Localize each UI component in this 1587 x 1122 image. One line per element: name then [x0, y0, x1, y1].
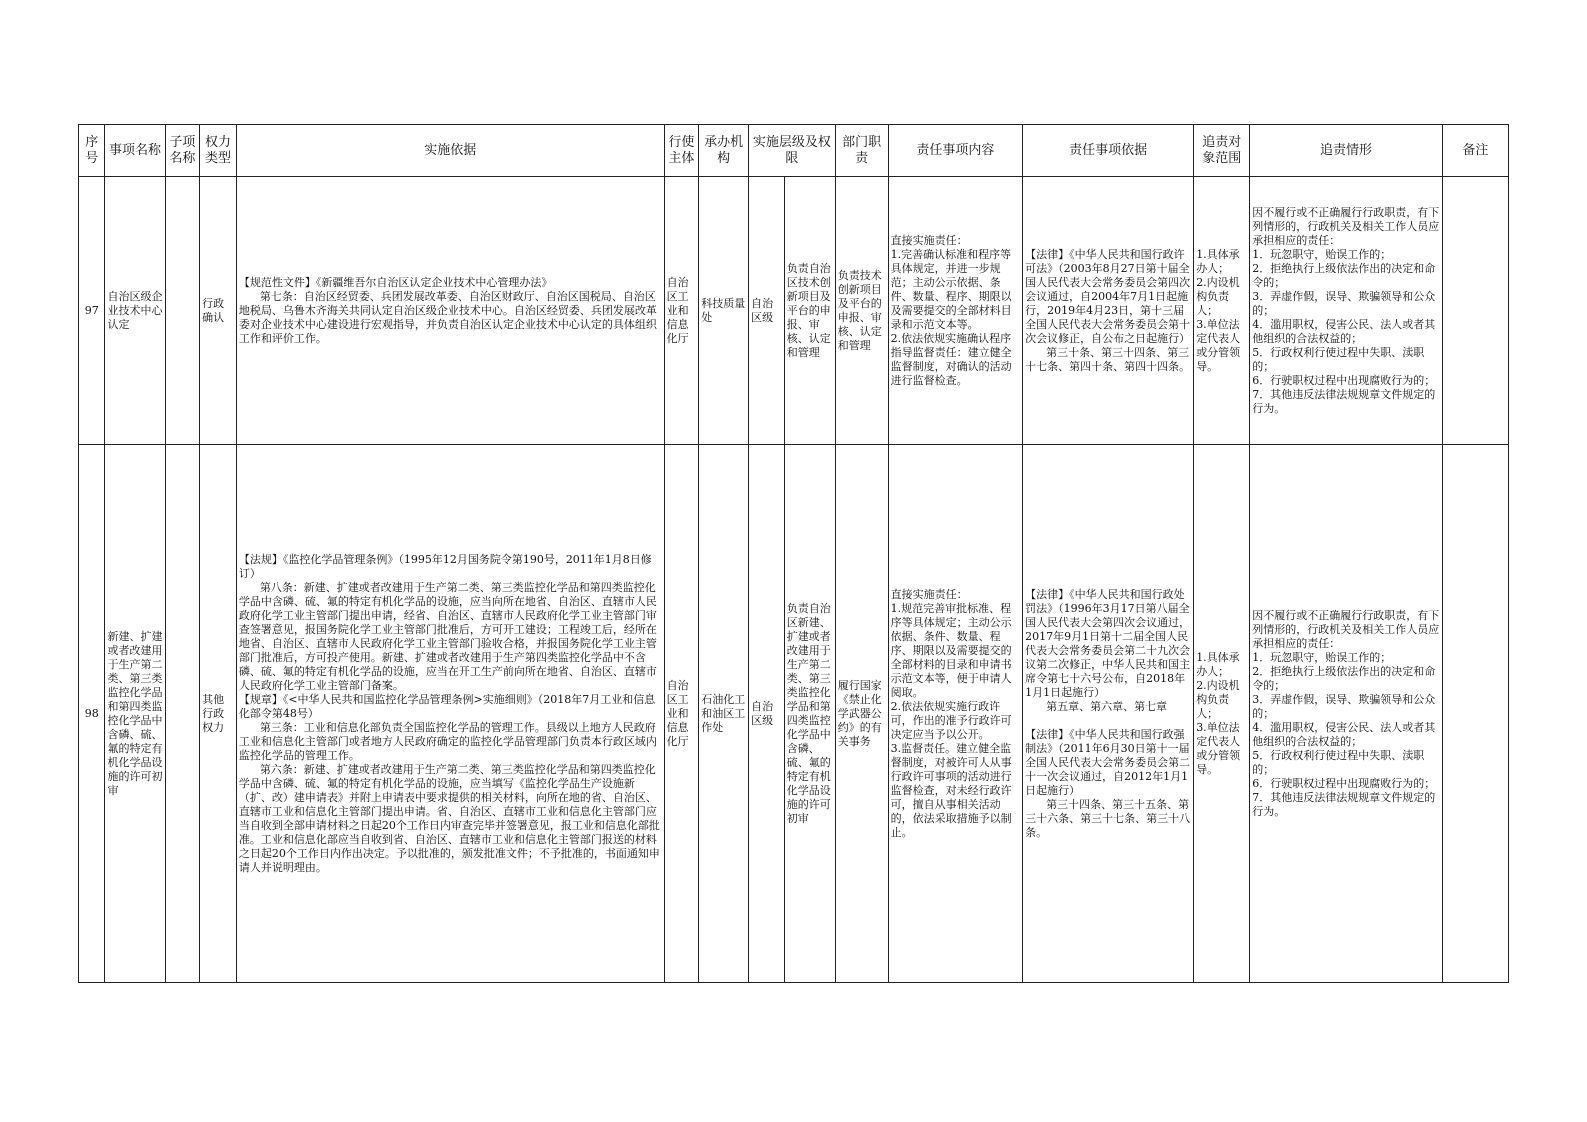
header-resp-content: 责任事项内容	[888, 125, 1022, 177]
scope-cell: 1.具体承办人； 2.内设机构负责人； 3.单位法定代表人或分管领导。	[1194, 445, 1250, 983]
table-header-row	[79, 125, 1509, 177]
basis-cell: 【法规】《监控化学品管理条例》（1995年12月国务院令第190号，2011年1月8日修订） 第八条：新建、扩建或者改建用于生产第二类、第三类监控化学品和第四类监控化学品中含磷、硫、氟的特定有机化学品的设施，应当向所在地省、自治区、直辖市人民政府化学工业主管部门提出申请，经省、自治区、直辖市人民政府化学工业主管部门审查签署意见，报国务院化学工业主管部门批准后，方可开工建设；工程竣工后，经所在地省、自治区、直辖市人民政府化学工业主管部门验收合格，并报国务院化学工业主管部门批准后，方可投产使用。新建、扩建或者改建用于生产第四类监控化学品中不含磷、硫、氟的特定有机化学品的设施，应当在开工生产前向所在地省、自治区、直辖市人民政府化学工业主管部门备案。 【规章】《<中华人民共和国监控化学品管理条例>实施细则》（2018年7月工业和信息化部令第48号） 第三条：工业和信息化部负责全国监控化学品的管理工作。县级以上地方人民政府工业和信息化主管部门或者地方人民政府确定的监控化学品管理部门负责本行政区域内监控化学品的管理工作。 第六条：新建、扩建或者改建用于生产第二类、第三类监控化学品和第四类监控化学品中含磷、硫、氟的特定有机化学品的设施，应当填写《监控化学品生产设施新（扩、改）建申请表》并附上申请表中要求提供的相关材料，向所在地的省、自治区、直辖市工业和信息化主管部门提出申请。省、自治区、直辖市工业和信息化主管部门应当自收到全部申请材料之日起20个工作日内审查完毕并签署意见，报工业和信息化部批准。工业和信息化部应当自收到省、自治区、直辖市工业和信息化主管部门报送的材料之日起20个工作日内作出决定。予以批准的，颁发批准文件；不予批准的，书面通知申请人并说明理由。	[236, 445, 664, 983]
power-type-cell: 行政确认	[200, 177, 237, 445]
remark-cell	[1442, 177, 1508, 445]
seq-cell: 97	[79, 177, 105, 445]
header-seq: 序号	[79, 125, 105, 177]
seq-cell: 98	[79, 445, 105, 983]
authority-cell: 负责自治区新建、扩建或者改建用于生产第二类、第三类监控化学品和第四类监控化学品中含磷、硫、氟的特定有机化学品设施的许可初审	[784, 445, 835, 983]
handler-cell: 科技质量处	[699, 177, 749, 445]
power-type-cell: 其他行政权力	[200, 445, 237, 983]
resp-basis-cell: 【法律】《中华人民共和国行政处罚法》（1996年3月17日第八届全国人民代表大会第四次会议通过，2017年9月1日第十二届全国人民代表大会常务委员会第二十九次会议第二次修正，中华人民共和国主席令第七十六号公布，自2018年1月1日起施行） 第五章、第六章、第七章 【法律】《中华人民共和国行政强制法》（2011年6月30日第十一届全国人民代表大会常务委员会第二十一次会议通过，自2012年1月1日起施行） 第三十四条、第三十五条、第三十六条、第三十七条、第三十八条。	[1023, 445, 1194, 983]
scope-cell: 1.具体承办人； 2.内设机构负责人； 3.单位法定代表人或分管领导。	[1194, 177, 1250, 445]
header-level: 实施层级及权限	[749, 125, 836, 177]
sub-name-cell	[165, 445, 200, 983]
item-name-cell: 自治区级企业技术中心认定	[105, 177, 165, 445]
resp-content-cell: 直接实施责任： 1.规范完善审批标准、程序等具体规定；主动公示依据、条件、数量、程序、期限以及需要提交的全部材料的目录和申请书示范文本等，便于申请人阅取。 2.依法依规实施行政许可，作出的准予行政许可决定应当予以公开。 3.监督责任。建立健全监督制度，对被许可人从事行政许可事项的活动进行监督检查，对未经行政许可，擅自从事相关活动的，依法采取措施予以制止。	[888, 445, 1022, 983]
table-row	[79, 177, 1509, 445]
header-sub-name: 子项名称	[165, 125, 200, 177]
situation-cell: 因不履行或不正确履行行政职责，有下列情形的，行政机关及相关工作人员应承担相应的责任： 1．玩忽职守，贻误工作的； 2．拒绝执行上级依法作出的决定和命令的； 3．弄虚作假，误导、欺骗领导和公众的； 4．滥用职权，侵害公民、法人或者其他组织的合法权益的； 5．行政权利行使过程中失职、渎职的； 6．行驶职权过程中出现腐败行为的； 7．其他违反法律法规规章文件规定的行为。	[1250, 445, 1442, 983]
header-basis: 实施依据	[236, 125, 664, 177]
header-actor: 行使主体	[664, 125, 699, 177]
resp-basis-cell: 【法律】《中华人民共和国行政许可法》（2003年8月27日第十届全国人民代表大会常务委员会第四次会议通过，自2004年7月1日起施行，2019年4月23日，第十三届全国人民代表大会常务委员会第十次会议修正，自公布之日起施行） 第三十条、第三十四条、第三十七条、第四十条、第四十四条。	[1023, 177, 1194, 445]
power-responsibility-table	[78, 124, 1509, 983]
accountability-list-sheet	[78, 124, 1509, 983]
remark-cell	[1442, 445, 1508, 983]
sub-name-cell	[165, 177, 200, 445]
authority-cell: 负责自治区技术创新项目及平台的申报、审核、认定和管理	[784, 177, 835, 445]
level-cell: 自治区级	[749, 445, 785, 983]
header-item-name: 事项名称	[105, 125, 165, 177]
header-duty: 部门职责	[835, 125, 888, 177]
table-row	[79, 445, 1509, 983]
level-cell: 自治区级	[749, 177, 785, 445]
header-handler: 承办机构	[699, 125, 749, 177]
handler-cell: 石油化工和油区工作处	[699, 445, 749, 983]
duty-cell: 负责技术创新项目及平台的申报、审核、认定和管理	[835, 177, 888, 445]
item-name-cell: 新建、扩建或者改建用于生产第二类、第三类监控化学品和第四类监控化学品中含磷、硫、氟的特定有机化学品设施的许可初审	[105, 445, 165, 983]
basis-cell: 【规范性文件】《新疆维吾尔自治区认定企业技术中心管理办法》 第七条：自治区经贸委、兵团发展改革委、自治区财政厅、自治区国税局、自治区地税局、乌鲁木齐海关共同认定自治区级企业技术中心。自治区经贸委、兵团发展改革委对企业技术中心建设进行宏观指导，并负责自治区认定企业技术中心认定的具体组织工作和评价工作。	[236, 177, 664, 445]
actor-cell: 自治区工业和信息化厅	[664, 445, 699, 983]
header-remark: 备注	[1442, 125, 1508, 177]
situation-cell: 因不履行或不正确履行行政职责，有下列情形的，行政机关及相关工作人员应承担相应的责任： 1．玩忽职守，贻误工作的； 2．拒绝执行上级依法作出的决定和命令的； 3．弄虚作假，误导、欺骗领导和公众的； 4．滥用职权，侵害公民、法人或者其他组织的合法权益的； 5．行政权利行使过程中失职、渎职的； 6．行驶职权过程中出现腐败行为的； 7．其他违反法律法规规章文件规定的行为。	[1250, 177, 1442, 445]
header-power-type: 权力类型	[200, 125, 237, 177]
actor-cell: 自治区工业和信息化厅	[664, 177, 699, 445]
header-situation: 追责情形	[1250, 125, 1442, 177]
header-resp-basis: 责任事项依据	[1023, 125, 1194, 177]
resp-content-cell: 直接实施责任： 1.完善确认标准和程序等具体规定，并进一步规范；主动公示依据、条件、数量、程序、期限以及需要提交的全部材料目录和示范文本等。 2.依法依规实施确认程序 指导监督责任：建立健全监督制度，对确认的活动进行监督检查。	[888, 177, 1022, 445]
duty-cell: 履行国家《禁止化学武器公约》的有关事务	[835, 445, 888, 983]
header-scope: 追责对象范围	[1194, 125, 1250, 177]
